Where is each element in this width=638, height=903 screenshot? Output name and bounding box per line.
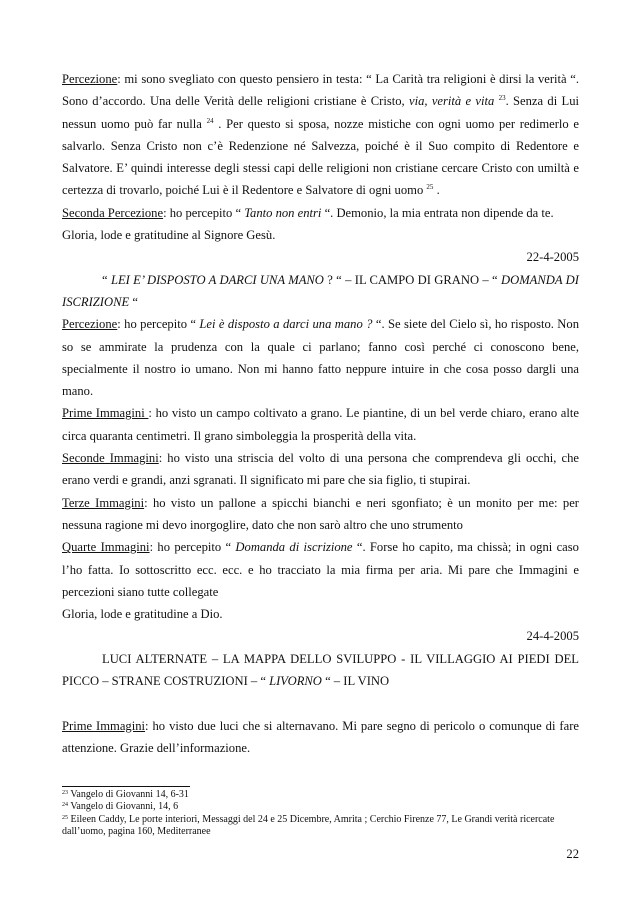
- section-label: Prime Immagini: [62, 718, 146, 733]
- paragraph-text: : ho percepito “: [117, 317, 200, 332]
- paragraph-text: . Per questo si sposa, nozze mistiche con ogni uomo per redimerlo e salvarlo. Senza Cristo non c’è Redenzione né Salvezza, poiché è il Suo compito di Redentore e Salvatore. E’ quindi interesse degli stessi capi delle religioni non cristiane cercare Cristo con umiltà e certezza di trovarlo, poiché Lui è il Redentore e Salvatore di ogni uomo: [62, 116, 579, 198]
- paragraph-text: .: [436, 183, 440, 198]
- paragraph-italic: Lei è disposto a darci una mano ?: [199, 317, 373, 332]
- paragraph-percezione-1: [62, 68, 579, 202]
- paragraph-text: “. Se siete del Cielo sì, ho risposto. Non so se ammirate la prudenza con la quale ci parlano; fanno così perché ci conoscono bene, specialmente il nostro io umano. Non mi hanno fatto neppure intuire in che cosa posso dargli una mano.: [62, 317, 579, 399]
- title-italic: LEI E’ DISPOSTO A DARCI UNA MANO: [110, 272, 324, 287]
- page-number: 22: [566, 847, 579, 861]
- paragraph-italic: Domanda di iscrizione: [235, 540, 353, 555]
- paragraph-text: : ho percepito “: [149, 540, 236, 555]
- footnote-number: 23: [62, 790, 68, 796]
- footnote-number: 24: [62, 802, 68, 809]
- footnote-number: 25: [62, 814, 68, 821]
- footnote-text: Vangelo di Giovanni, 14, 6: [68, 801, 179, 813]
- footnotes: [62, 789, 579, 839]
- title-text: “ – IL VINO: [321, 674, 390, 689]
- title-text: ? “ – IL CAMPO DI GRANO – “: [323, 272, 501, 287]
- title-text: LUCI ALTERNATE – LA MAPPA DELLO SVILUPPO - IL VILLAGGIO AI PIEDI DEL PICCO – STRANE COSTRUZIONI – “: [62, 651, 579, 689]
- paragraph-text: : ho percepito “: [163, 205, 245, 220]
- section-label: Seconde Immagini: [62, 451, 159, 466]
- paragraph-text: : mi sono svegliato con questo pensiero in testa: “ La Carità tra religioni è dirsi la verità “. Sono d’accordo. Una delle Verità delle religioni cristiane è Cristo,: [62, 72, 579, 109]
- footnote-text: Vangelo di Giovanni 14, 6-31: [68, 789, 189, 800]
- paragraph-text: : ho visto due luci che si alternavano. Mi pare segno di pericolo o comunque di fare attenzione. Grazie dell’informazione.: [62, 718, 579, 755]
- footnote-ref-23: 23: [498, 94, 506, 103]
- section-label: Quarte Immagini: [62, 540, 150, 555]
- paragraph-text: : ho visto una striscia del volto di una persona che comprendeva gli occhi, che erano verdi e grandi, anzi sgranati. Il significato mi pare che sia figlio, ti stupirai.: [62, 451, 579, 488]
- paragraph-seconda-percezione: [62, 202, 579, 224]
- title-italic: DOMANDA DI ISCRIZIONE: [62, 272, 579, 309]
- paragraph-terze-immagini: [62, 492, 579, 537]
- paragraph-text: . Senza di Lui nessun uomo può far nulla: [62, 94, 579, 131]
- paragraph-italic: Tanto non entri: [244, 205, 322, 220]
- footnote-separator: [62, 786, 190, 787]
- paragraph-gloria-2: Gloria, lode e gratitudine a Dio.: [62, 607, 223, 622]
- entry-title: [62, 648, 579, 693]
- paragraph-text: : ho visto un campo coltivato a grano. Le piantine, di un bel verde chiaro, erano alte circa quaranta centimetri. Il grano simboleggia la prosperità della vita.: [62, 406, 579, 443]
- paragraph-prime-immagini-1: [62, 402, 579, 447]
- entry-date: 24-4-2005: [526, 629, 579, 644]
- title-text: “: [102, 272, 111, 287]
- page-body: [62, 68, 579, 759]
- section-label: Percezione: [62, 317, 118, 332]
- paragraph-text: “. Demonio, la mia entrata non dipende da te.: [321, 205, 554, 220]
- title-text: “: [129, 294, 138, 309]
- paragraph-quarte-immagini: [62, 536, 579, 603]
- blank-line: [62, 692, 579, 714]
- section-label: Terze Immagini: [62, 495, 145, 510]
- paragraph-percezione-2: [62, 313, 579, 402]
- section-label: Seconda Percezione: [62, 205, 164, 220]
- footnote-text: Eileen Caddy, Le porte interiori, Messaggi del 24 e 25 Dicembre, Amrita ; Cerchio Firenze 77, Le Grandi verità ricercate dall’uomo, pagina 160, Mediterranee: [62, 813, 555, 838]
- paragraph-seconde-immagini: [62, 447, 579, 492]
- entry-title: [62, 269, 579, 314]
- footnote-item: [62, 801, 579, 813]
- footnote-ref-24: 24: [206, 116, 214, 125]
- footnote-ref-25: 25: [426, 183, 434, 192]
- paragraph-text: “. Forse ho capito, ma chissà; in ogni caso l’ho fatta. Io sottoscritto ecc. ecc. e ho tracciato la mia firma per aria. Mi pare che Immagini e percezioni siano tutte collegate: [62, 540, 579, 599]
- paragraph-text: : ho visto un pallone a spicchi bianchi e neri sgonfiato; è un monito per me: per nessuna ragione mi devo inorgoglire, dato che non sarò altro che uno strumento: [62, 495, 579, 532]
- paragraph-prime-immagini-2: [62, 715, 579, 760]
- section-label: Percezione: [62, 72, 118, 86]
- footnote-item: [62, 814, 579, 839]
- section-label: Prime Immagini: [62, 406, 149, 421]
- title-italic: LIVORNO: [269, 674, 322, 689]
- paragraph-gloria-1: Gloria, lode e gratitudine al Signore Gesù.: [62, 228, 276, 243]
- footnote-item: [62, 789, 579, 801]
- entry-date: 22-4-2005: [526, 250, 579, 265]
- paragraph-italic: via, verità e vita: [409, 94, 495, 109]
